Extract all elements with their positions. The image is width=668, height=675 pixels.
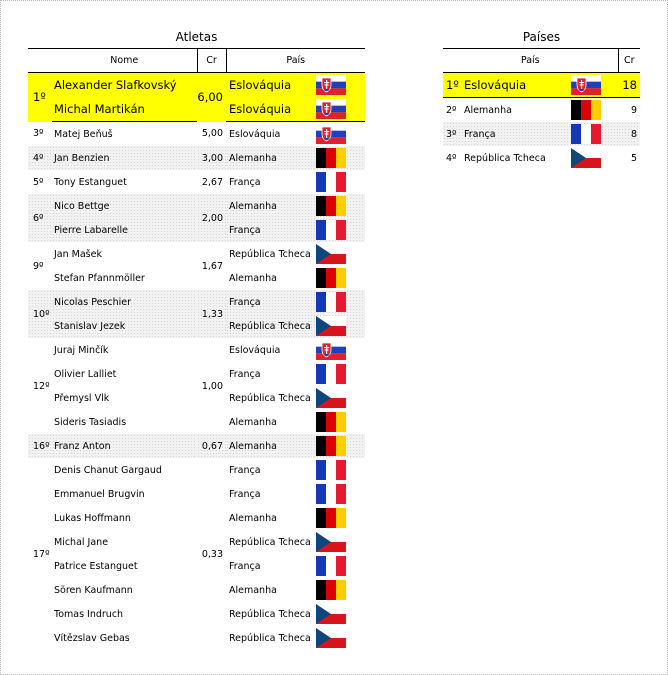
athlete-name: Denis Chanut Gargaud xyxy=(54,464,162,476)
country-header: País xyxy=(520,55,540,66)
france-flag-icon xyxy=(316,364,346,384)
athlete-row xyxy=(28,290,365,314)
germany-flag-icon xyxy=(316,580,346,600)
cr-cell: 1,67 xyxy=(201,260,223,272)
name-header: Nome xyxy=(110,55,139,66)
country-name: Alemanha xyxy=(229,512,277,524)
germany-flag-icon xyxy=(571,100,601,120)
czech-flag-icon xyxy=(316,532,346,552)
flag-cell xyxy=(316,362,365,386)
country-name: República Tcheca xyxy=(464,152,546,164)
rank-cell: 1º xyxy=(443,73,461,98)
athlete-row xyxy=(28,554,365,578)
athlete-name: Lukas Hoffmann xyxy=(54,512,131,524)
pos-header xyxy=(28,49,52,73)
czech-flag-icon xyxy=(316,604,346,624)
rank-cell: 1º xyxy=(28,73,52,122)
france-flag-icon xyxy=(316,292,346,312)
athlete-row xyxy=(28,73,365,98)
athlete-name: Michal Martikán xyxy=(52,97,197,122)
slovakia-flag-icon xyxy=(316,340,346,360)
flag-cell xyxy=(316,410,365,434)
czech-flag-icon xyxy=(316,244,346,264)
country-row xyxy=(443,122,640,146)
country-name: República Tcheca xyxy=(226,314,316,338)
france-flag-icon xyxy=(316,220,346,240)
flag-cell xyxy=(316,434,365,458)
rank-cell: 5º xyxy=(33,176,44,188)
flag-cell xyxy=(316,73,365,98)
athletes-header-row xyxy=(28,49,365,73)
slovakia-flag-icon xyxy=(316,124,346,144)
flag-cell xyxy=(571,98,618,123)
country-name: Alemanha xyxy=(226,434,316,458)
country-name: França xyxy=(461,122,571,146)
slovakia-flag-icon xyxy=(316,99,346,119)
country-name: República Tcheca xyxy=(229,392,311,404)
rank-cell: 3º xyxy=(33,128,44,140)
country-name: Alemanha xyxy=(229,584,277,596)
athlete-name: Jan Mašek xyxy=(54,248,102,260)
athlete-name: Pierre Labarelle xyxy=(52,218,197,242)
france-flag-icon xyxy=(316,556,346,576)
germany-flag-icon xyxy=(316,508,346,528)
cr-cell: 3,00 xyxy=(197,146,226,170)
cr-cell: 2,00 xyxy=(197,194,226,242)
athlete-row xyxy=(28,146,365,170)
athlete-name: Sören Kaufmann xyxy=(54,584,133,596)
france-flag-icon xyxy=(316,172,346,192)
country-name: Alemanha xyxy=(229,416,277,428)
country-name: França xyxy=(226,218,316,242)
country-name: França xyxy=(229,176,261,188)
rank-cell: 4º xyxy=(28,146,52,170)
rank-cell: 12º xyxy=(33,380,50,392)
flag-cell xyxy=(316,146,365,170)
rank-cell: 4º xyxy=(446,152,457,164)
flag-cell xyxy=(316,554,365,578)
athlete-name: Tomas Indruch xyxy=(54,608,124,620)
countries-table xyxy=(443,48,640,170)
athlete-name: Nicolas Peschier xyxy=(52,290,197,314)
athlete-row xyxy=(28,482,365,506)
athletes-title: Atletas xyxy=(175,30,218,44)
flag-cell xyxy=(316,602,365,626)
athlete-name: Juraj Minčík xyxy=(54,344,109,356)
athlete-row xyxy=(28,602,365,626)
germany-flag-icon xyxy=(316,412,346,432)
athlete-row xyxy=(28,386,365,410)
athlete-row xyxy=(28,170,365,194)
country-name: França xyxy=(229,560,261,572)
country-row xyxy=(443,146,640,170)
country-name: França xyxy=(229,368,261,380)
country-name: França xyxy=(226,290,316,314)
flag-cell xyxy=(316,170,365,194)
country-name: Eslováquia xyxy=(229,344,281,356)
country-name: França xyxy=(229,464,261,476)
flag-cell xyxy=(571,73,618,98)
country-name: República Tcheca xyxy=(229,632,311,644)
country-name: República Tcheca xyxy=(229,248,311,260)
athlete-row xyxy=(28,434,365,458)
country-name: Alemanha xyxy=(226,194,316,218)
country-name: Alemanha xyxy=(464,104,512,116)
athlete-name: Přemysl Vlk xyxy=(54,392,110,404)
athlete-name: Alexander Slafkovský xyxy=(52,73,197,98)
germany-flag-icon xyxy=(316,268,346,288)
country-name: Eslováquia xyxy=(229,128,281,140)
czech-flag-icon xyxy=(316,388,346,408)
flag-cell xyxy=(316,578,365,602)
rank-cell: 2º xyxy=(446,104,457,116)
cr-header: Cr xyxy=(197,49,226,73)
cr-cell: 9 xyxy=(630,104,637,116)
flag-cell xyxy=(316,242,365,266)
flag-cell xyxy=(316,458,365,482)
country-name: República Tcheca xyxy=(229,608,311,620)
country-name: Eslováquia xyxy=(461,73,571,98)
flag-cell xyxy=(316,290,365,314)
athlete-row xyxy=(28,122,365,147)
germany-flag-icon xyxy=(316,196,346,216)
athlete-name: Nico Bettge xyxy=(52,194,197,218)
flag-cell xyxy=(571,146,618,170)
flag-cell xyxy=(316,626,365,650)
flag-cell xyxy=(316,314,365,338)
country-row xyxy=(443,98,640,123)
flag-cell xyxy=(316,218,365,242)
cr-cell: 0,33 xyxy=(201,548,223,560)
rank-cell: 17º xyxy=(33,548,50,560)
cr-cell: 1,33 xyxy=(197,290,226,338)
athlete-row xyxy=(28,314,365,338)
country-row xyxy=(443,73,640,98)
athlete-name: Matej Beňuš xyxy=(54,128,113,140)
cr-cell: 5 xyxy=(630,152,637,164)
flag-cell xyxy=(316,266,365,290)
cr-cell: 0,67 xyxy=(197,434,226,458)
athlete-row xyxy=(28,626,365,650)
athlete-row xyxy=(28,266,365,290)
athlete-row xyxy=(28,218,365,242)
rank-cell: 6º xyxy=(28,194,52,242)
cr-cell: 18 xyxy=(618,73,640,98)
flag-cell xyxy=(316,97,365,122)
france-flag-icon xyxy=(571,124,601,144)
cr-cell: 6,00 xyxy=(197,73,226,122)
cr-cell: 2,67 xyxy=(201,176,223,188)
athlete-row xyxy=(28,410,365,434)
athlete-name: Emmanuel Brugvin xyxy=(54,488,145,500)
athlete-row xyxy=(28,506,365,530)
athlete-row xyxy=(28,194,365,218)
athlete-row xyxy=(28,530,365,554)
slovakia-flag-icon xyxy=(571,75,601,95)
country-name: Eslováquia xyxy=(226,73,316,98)
athlete-name: Tony Estanguet xyxy=(54,176,127,188)
athlete-row xyxy=(28,458,365,482)
athlete-name: Stefan Pfannmöller xyxy=(54,272,145,284)
rank-cell: 16º xyxy=(28,434,52,458)
athlete-row xyxy=(28,578,365,602)
czech-flag-icon xyxy=(571,148,601,168)
rank-cell: 10º xyxy=(28,290,52,338)
country-header: País xyxy=(226,49,365,73)
germany-flag-icon xyxy=(316,436,346,456)
flag-cell xyxy=(316,386,365,410)
flag-cell xyxy=(316,530,365,554)
athlete-name: Jan Benzien xyxy=(52,146,197,170)
countries-header-row xyxy=(443,49,640,73)
country-name: Alemanha xyxy=(226,146,316,170)
cr-cell: 5,00 xyxy=(201,128,223,140)
flag-cell xyxy=(316,338,365,362)
cr-cell: 8 xyxy=(618,122,640,146)
athlete-row xyxy=(28,242,365,266)
flag-cell xyxy=(316,506,365,530)
athlete-name: Vítězslav Gebas xyxy=(54,632,130,644)
athlete-row xyxy=(28,338,365,362)
athlete-name: Patrice Estanguet xyxy=(54,560,138,572)
athlete-name: Olivier Lalliet xyxy=(54,368,117,380)
rank-cell: 3º xyxy=(443,122,461,146)
country-name: República Tcheca xyxy=(229,536,311,548)
country-name: Alemanha xyxy=(229,272,277,284)
flag-cell xyxy=(316,122,365,147)
france-flag-icon xyxy=(316,484,346,504)
cr-cell: 1,00 xyxy=(201,380,223,392)
country-name: Eslováquia xyxy=(226,97,316,122)
country-name: França xyxy=(229,488,261,500)
athlete-row xyxy=(28,362,365,386)
athlete-name: Michal Jane xyxy=(54,536,109,548)
france-flag-icon xyxy=(316,460,346,480)
athlete-name: Franz Anton xyxy=(52,434,197,458)
slovakia-flag-icon xyxy=(316,75,346,95)
czech-flag-icon xyxy=(316,316,346,336)
rank-cell: 9º xyxy=(33,260,44,272)
athlete-name: Sideris Tasiadis xyxy=(54,416,127,428)
czech-flag-icon xyxy=(316,628,346,648)
countries-title: Países xyxy=(522,30,561,44)
flag-cell xyxy=(316,482,365,506)
flag-cell xyxy=(571,122,618,146)
germany-flag-icon xyxy=(316,148,346,168)
cr-header: Cr xyxy=(618,49,640,73)
athlete-name: Stanislav Jezek xyxy=(52,314,197,338)
flag-cell xyxy=(316,194,365,218)
athletes-table xyxy=(28,48,365,650)
